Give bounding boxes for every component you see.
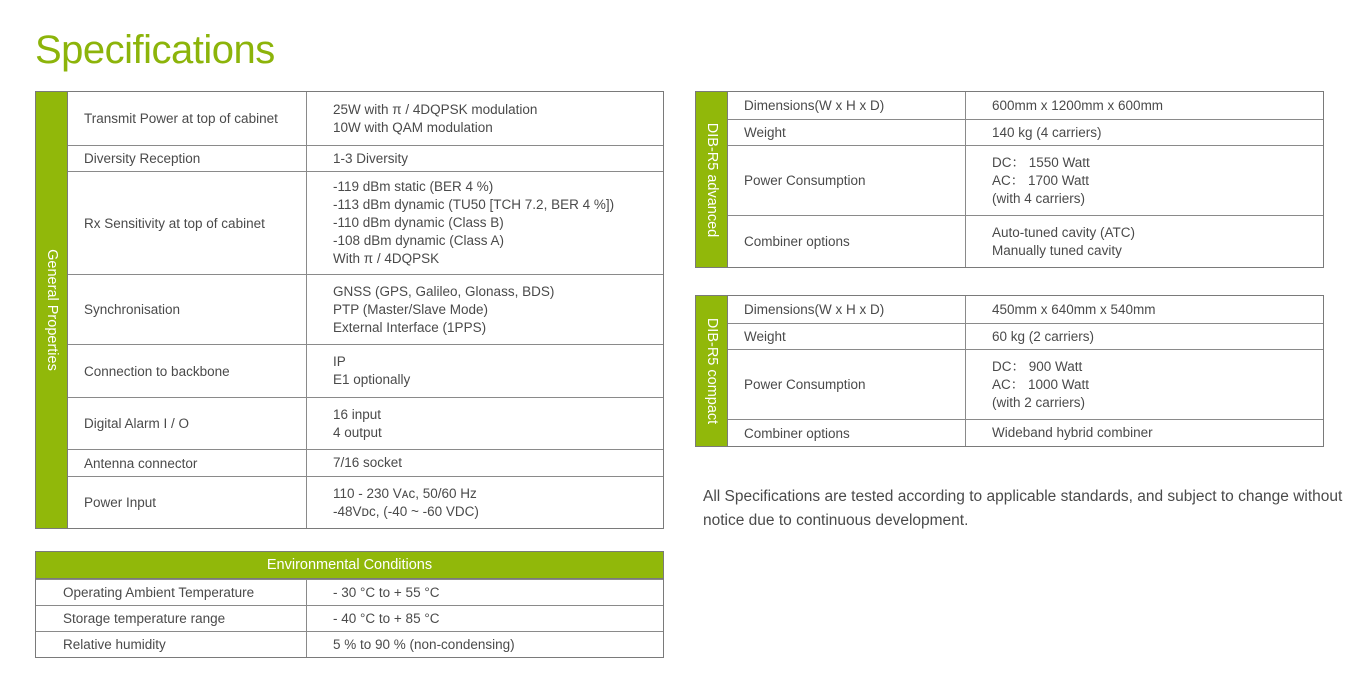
env-row-storage-temperature xyxy=(36,605,663,631)
spec-value xyxy=(307,275,663,344)
section-label-dib-r5-advanced xyxy=(696,92,728,267)
spec-value xyxy=(307,92,663,145)
spec-value-line: PTP (Master/Slave Mode) xyxy=(333,301,489,317)
spec-value-line: DC： 900 Watt xyxy=(992,358,1083,374)
spec-row-power-consumption xyxy=(728,145,1323,215)
spec-value-line: 4 output xyxy=(333,424,382,440)
spec-label: Connection to backbone xyxy=(68,345,307,397)
spec-label: Dimensions(W x H x D) xyxy=(728,92,966,119)
spec-value xyxy=(966,216,1323,267)
spec-label: Synchronisation xyxy=(68,275,307,344)
spec-value-line: GNSS (GPS, Galileo, Glonass, BDS) xyxy=(333,283,555,299)
spec-label: Weight xyxy=(728,120,966,145)
spec-value-line: 16 input xyxy=(333,406,382,422)
spec-value-line: E1 optionally xyxy=(333,372,411,387)
spec-label: Storage temperature range xyxy=(36,606,307,631)
spec-value-line: With π / 4DQPSK xyxy=(333,251,440,266)
specifications-footnote: All Specifications are tested according to applicable standards, and subject to change without notice due to continuous development. xyxy=(703,488,1343,529)
spec-label: Diversity Reception xyxy=(68,146,307,171)
spec-row-dimensions xyxy=(728,296,1323,323)
spec-value: 5 % to 90 % (non-condensing) xyxy=(333,636,515,652)
env-row-operating-temperature xyxy=(36,579,663,605)
spec-row-digital-alarm xyxy=(68,397,663,449)
spec-value-line: -110 dBm dynamic (Class B) xyxy=(333,215,504,230)
spec-value-line: 1-3 Diversity xyxy=(333,150,409,166)
spec-value-line: 110 - 230 Vᴀᴄ, 50/60 Hz xyxy=(333,485,477,501)
spec-label: Operating Ambient Temperature xyxy=(36,580,307,605)
spec-label: Power Input xyxy=(68,477,307,528)
spec-value xyxy=(966,120,1323,145)
spec-row-combiner-options xyxy=(728,419,1323,446)
spec-label: Power Consumption xyxy=(728,146,966,215)
section-label-text: General Properties xyxy=(43,249,60,371)
spec-row-transmit-power xyxy=(68,92,663,145)
spec-label: Combiner options xyxy=(728,216,966,267)
spec-value xyxy=(307,398,663,449)
section-label-general-properties xyxy=(36,92,68,528)
spec-value xyxy=(966,92,1323,119)
spec-value-line: Wideband hybrid combiner xyxy=(992,425,1153,440)
environmental-conditions-table xyxy=(35,551,664,658)
spec-label: Power Consumption xyxy=(728,350,966,419)
spec-value-line: -48Vᴅᴄ, (-40 ~ -60 VDC) xyxy=(333,503,479,519)
spec-value xyxy=(966,296,1323,323)
spec-value-line: (with 2 carriers) xyxy=(992,394,1086,410)
spec-value-line: 600mm x 1200mm x 600mm xyxy=(992,97,1164,113)
spec-value-line: 7/16 socket xyxy=(333,455,403,470)
spec-value xyxy=(307,146,663,171)
spec-label: Dimensions(W x H x D) xyxy=(728,296,966,323)
spec-value: - 30 °C to + 55 °C xyxy=(333,584,440,600)
spec-value-line: IP xyxy=(333,354,346,369)
spec-row-power-input xyxy=(68,476,663,528)
spec-row-antenna-connector xyxy=(68,449,663,476)
spec-value: - 40 °C to + 85 °C xyxy=(333,610,440,626)
environmental-conditions-header: Environmental Conditions xyxy=(36,552,663,579)
spec-value xyxy=(307,172,663,274)
spec-value xyxy=(307,345,663,397)
spec-label: Digital Alarm I / O xyxy=(68,398,307,449)
spec-value xyxy=(966,420,1323,446)
spec-label: Antenna connector xyxy=(68,450,307,476)
spec-row-dimensions xyxy=(728,92,1323,119)
spec-value-line: (with 4 carriers) xyxy=(992,190,1086,206)
spec-value xyxy=(307,477,663,528)
spec-value-line: Auto-tuned cavity (ATC) xyxy=(992,224,1136,240)
dib-r5-advanced-table xyxy=(695,91,1324,268)
spec-value-line: 10W with QAM modulation xyxy=(333,119,493,135)
spec-value xyxy=(966,146,1323,215)
spec-value-line: Manually tuned cavity xyxy=(992,242,1122,258)
spec-label: Transmit Power at top of cabinet xyxy=(68,92,307,145)
spec-label: Rx Sensitivity at top of cabinet xyxy=(68,172,307,274)
spec-row-rx-sensitivity xyxy=(68,171,663,274)
spec-value xyxy=(307,450,663,476)
spec-value-line: AC： 1700 Watt xyxy=(992,172,1090,188)
spec-row-backbone-connection xyxy=(68,344,663,397)
spec-value-line: -119 dBm static (BER 4 %) xyxy=(333,179,494,194)
spec-value xyxy=(966,324,1323,349)
spec-value-line: DC： 1550 Watt xyxy=(992,154,1090,170)
env-row-relative-humidity xyxy=(36,631,663,657)
spec-value-line: External Interface (1PPS) xyxy=(333,319,487,335)
spec-value xyxy=(966,350,1323,419)
spec-value-line: AC： 1000 Watt xyxy=(992,376,1090,392)
section-label-text: DIB-R5 advanced xyxy=(703,122,720,237)
spec-label: Combiner options xyxy=(728,420,966,446)
dib-r5-compact-table xyxy=(695,295,1324,447)
spec-row-synchronisation xyxy=(68,274,663,344)
spec-label: Weight xyxy=(728,324,966,349)
section-label-text: DIB-R5 compact xyxy=(703,317,720,425)
spec-value-line: 25W with π / 4DQPSK modulation xyxy=(333,101,538,117)
spec-value-line: 140 kg (4 carriers) xyxy=(992,124,1102,140)
spec-row-weight xyxy=(728,119,1323,145)
spec-value-line: 60 kg (2 carriers) xyxy=(992,328,1095,344)
spec-value-line: -108 dBm dynamic (Class A) xyxy=(333,233,505,248)
section-label-dib-r5-compact xyxy=(696,296,728,446)
page-title: Specifications xyxy=(35,28,275,72)
spec-row-diversity-reception xyxy=(68,145,663,171)
spec-label: Relative humidity xyxy=(36,632,307,657)
spec-row-power-consumption xyxy=(728,349,1323,419)
spec-row-combiner-options xyxy=(728,215,1323,267)
spec-value-line: -113 dBm dynamic (TU50 [TCH 7.2, BER 4 %]) xyxy=(333,197,615,212)
general-properties-table xyxy=(35,91,664,529)
spec-row-weight xyxy=(728,323,1323,349)
spec-value-line: 450mm x 640mm x 540mm xyxy=(992,301,1156,317)
